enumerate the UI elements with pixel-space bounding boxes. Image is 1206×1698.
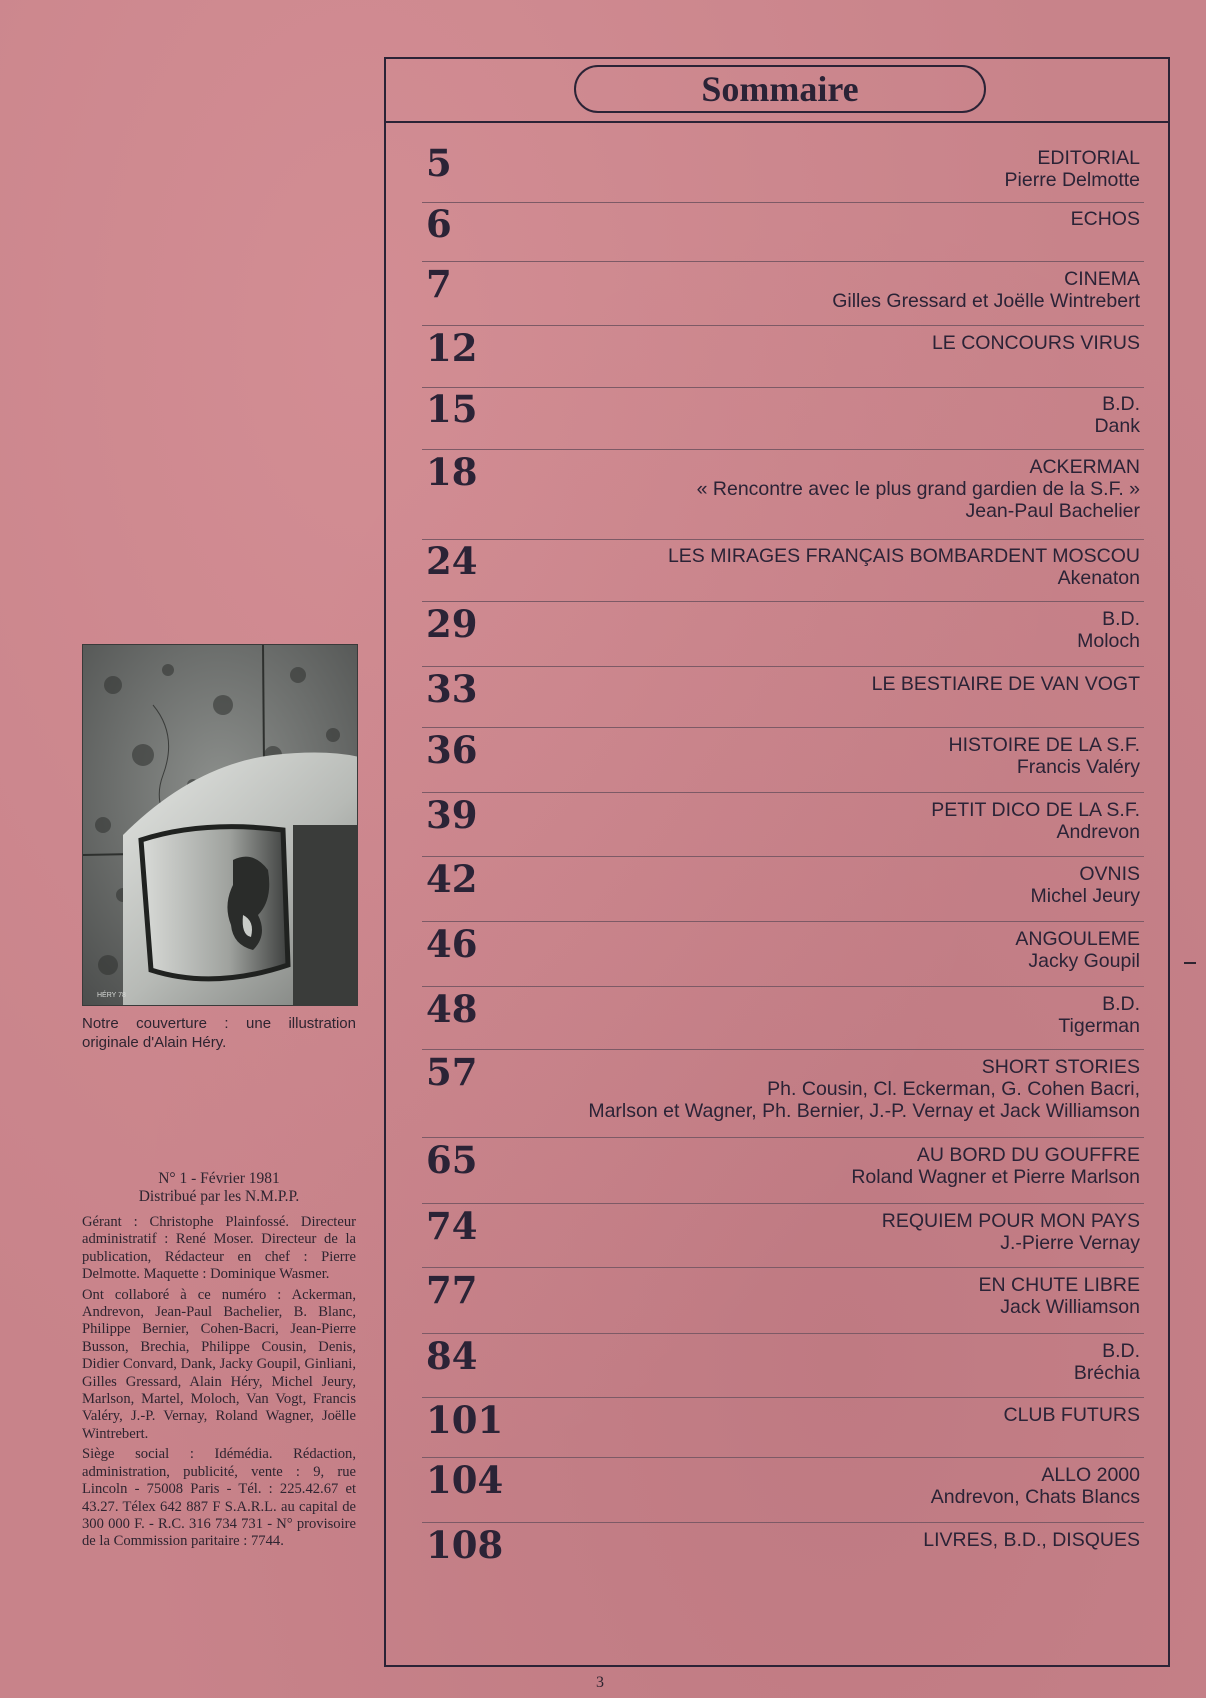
toc-entry xyxy=(422,204,1144,262)
toc-entry-text xyxy=(1003,1404,1140,1426)
cover-illustration xyxy=(82,644,358,1006)
toc-page-number: 24 xyxy=(426,539,478,583)
toc-entry-title: ECHOS xyxy=(1070,208,1140,230)
toc-entry xyxy=(422,669,1144,728)
toc-entry-title: B.D. xyxy=(1102,608,1140,630)
toc-page-number: 65 xyxy=(426,1138,478,1182)
toc-entry-subtitle: Akenaton xyxy=(1057,567,1140,589)
toc-entry-title: ACKERMAN xyxy=(1029,456,1140,478)
toc-entry-text xyxy=(697,456,1140,522)
toc-entry xyxy=(422,1052,1144,1138)
toc-entry xyxy=(422,389,1144,450)
toc-entry-title: B.D. xyxy=(1102,393,1140,415)
toc-page-number: 104 xyxy=(426,1458,504,1502)
toc-page-number: 77 xyxy=(426,1268,478,1312)
toc-entry-subtitle: Gilles Gressard et Joëlle Wintrebert xyxy=(832,290,1140,312)
toc-entry-subtitle: Jacky Goupil xyxy=(1028,950,1140,972)
toc-page-number: 15 xyxy=(426,387,478,431)
toc-entry xyxy=(422,730,1144,793)
toc-entry-subtitle: Andrevon xyxy=(1056,821,1140,843)
toc-entry xyxy=(422,1525,1144,1585)
toc-entry-title: SHORT STORIES xyxy=(981,1056,1140,1078)
toc-page-number: 42 xyxy=(426,857,478,901)
toc-entry-subtitle: Ph. Cousin, Cl. Eckerman, G. Cohen Bacri, xyxy=(767,1078,1140,1100)
toc-entry xyxy=(422,1336,1144,1398)
toc-page-number: 29 xyxy=(426,602,478,646)
toc-entry-text xyxy=(1094,393,1140,437)
staff-credits: Gérant : Christophe Plainfossé. Directeur administratif : René Moser. Directeur de la publication, Rédacteur en chef : Pierre Delmotte. Maquette : Dominique Wasmer. xyxy=(82,1214,356,1283)
toc-header xyxy=(386,59,1168,123)
credits-block xyxy=(82,1214,356,1554)
toc-entry-subtitle: Jack Williamson xyxy=(1000,1296,1140,1318)
toc-entry-subtitle: Jean-Paul Bachelier xyxy=(965,500,1140,522)
issue-distribution: Distribué par les N.M.P.P. xyxy=(138,1188,300,1205)
toc-page-number: 5 xyxy=(426,141,452,185)
toc-page-number: 36 xyxy=(426,728,478,772)
toc-entry-text xyxy=(979,1274,1140,1318)
cover-caption: Notre couverture : une illustration originale d'Alain Héry. xyxy=(82,1015,356,1051)
toc-entry-subtitle: Dank xyxy=(1094,415,1140,437)
page-folio: 3 xyxy=(596,1674,604,1691)
toc-entry xyxy=(422,1270,1144,1334)
toc-entry-title: EN CHUTE LIBRE xyxy=(978,1274,1140,1296)
toc-entry-text xyxy=(1071,208,1140,230)
table-of-contents xyxy=(384,57,1170,1667)
toc-entry-subtitle: Pierre Delmotte xyxy=(1004,169,1140,191)
toc-entry-subtitle: Francis Valéry xyxy=(1016,756,1140,778)
toc-entry-title: B.D. xyxy=(1102,993,1140,1015)
contributors-credits: Ont collaboré à ce numéro : Ackerman, Andrevon, Jean-Paul Bachelier, B. Blanc, Philippe Bernier, Cohen-Bacri, Jean-Pierre Busson, Brechia, Philippe Cousin, Denis, Didier Convard, Dank, Jacky Goupil, Ginliani, Gilles Gressard, Alain Héry, Michel Jeury, Marlson, Martel, Moloch, Van Vogt, Francis Valéry, J.-P. Vernay, Roland Wagner, Joëlle Wintrebert. xyxy=(82,1286,356,1442)
toc-page-number: 7 xyxy=(426,262,452,306)
toc-entry-subtitle: Roland Wagner et Pierre Marlson xyxy=(851,1166,1140,1188)
toc-entry-text xyxy=(668,545,1140,589)
toc-entry-title: LE BESTIAIRE DE VAN VOGT xyxy=(871,673,1140,695)
toc-page-number: 33 xyxy=(426,667,478,711)
toc-entry xyxy=(422,1140,1144,1204)
toc-entry xyxy=(422,795,1144,857)
toc-entry-subtitle: Tigerman xyxy=(1058,1015,1140,1037)
toc-entry xyxy=(422,328,1144,388)
toc-page-number: 46 xyxy=(426,922,478,966)
toc-page-number: 39 xyxy=(426,793,478,837)
toc-entry-subtitle: Michel Jeury xyxy=(1030,885,1140,907)
toc-page-number: 6 xyxy=(426,202,452,246)
toc-entry xyxy=(422,1400,1144,1458)
toc-entry-title: LES MIRAGES FRANÇAIS BOMBARDENT MOSCOU xyxy=(667,545,1140,567)
toc-entry xyxy=(422,452,1144,540)
toc-entry-title: PETIT DICO DE LA S.F. xyxy=(931,799,1140,821)
toc-entry xyxy=(422,989,1144,1050)
toc-entry-title: REQUIEM POUR MON PAYS xyxy=(881,1210,1140,1232)
toc-entry-text xyxy=(1031,863,1140,907)
toc-entry xyxy=(422,924,1144,987)
issue-info xyxy=(82,1170,356,1206)
toc-entry-title: AU BORD DU GOUFFRE xyxy=(916,1144,1140,1166)
toc-page-number: 18 xyxy=(426,450,478,494)
toc-entry-subtitle: Bréchia xyxy=(1073,1362,1140,1384)
toc-entry-title: LE CONCOURS VIRUS xyxy=(931,332,1140,354)
toc-entry-title: HISTOIRE DE LA S.F. xyxy=(948,734,1140,756)
legal-info: Siège social : Idémédia. Rédaction, administration, publicité, vente : 9, rue Lincoln - 75008 Paris - Tél. : 225.42.67 et 43.27. Télex 642 887 F S.A.R.L. au capital de 300 000 F. - R.C. 316 734 731 - N° provisoire de la Commission paritaire : 7744. xyxy=(82,1446,356,1550)
toc-entry-subtitle: Moloch xyxy=(1077,630,1140,652)
toc-entry-title: CINEMA xyxy=(1064,268,1140,290)
signature-text: HÉRY 78 xyxy=(97,992,126,999)
toc-entry-text xyxy=(832,268,1140,312)
toc-page-number: 108 xyxy=(426,1523,504,1567)
toc-entry-title: ANGOULEME xyxy=(1015,928,1140,950)
toc-entry xyxy=(422,264,1144,326)
toc-entry-text xyxy=(931,799,1140,843)
toc-page-number: 84 xyxy=(426,1334,478,1378)
astronaut-helmet-illustration xyxy=(83,645,357,1005)
toc-entry-title: CLUB FUTURS xyxy=(1003,1404,1140,1426)
toc-entry xyxy=(422,143,1144,203)
toc-page-number: 74 xyxy=(426,1204,478,1248)
edge-mark xyxy=(1184,962,1196,964)
toc-entry-text xyxy=(1074,1340,1140,1384)
toc-entry-title: B.D. xyxy=(1102,1340,1140,1362)
toc-entry-title: LIVRES, B.D., DISQUES xyxy=(923,1529,1140,1551)
toc-title: Sommaire xyxy=(574,65,986,113)
toc-entry-text xyxy=(1005,147,1140,191)
toc-entry xyxy=(422,604,1144,667)
toc-entry-text xyxy=(851,1144,1140,1188)
toc-page-number: 48 xyxy=(426,987,478,1031)
toc-entry-text xyxy=(1058,993,1140,1037)
toc-entry-subtitle: J.-Pierre Vernay xyxy=(1000,1232,1140,1254)
toc-entry-text xyxy=(931,1464,1140,1508)
toc-entry-title: EDITORIAL xyxy=(1037,147,1140,169)
toc-entry-subtitle: « Rencontre avec le plus grand gardien de la S.F. » xyxy=(696,478,1140,500)
toc-entry-subtitle: Andrevon, Chats Blancs xyxy=(930,1486,1140,1508)
toc-entry-text xyxy=(1015,928,1140,972)
toc-entry-text xyxy=(882,1210,1140,1254)
toc-entry-text xyxy=(872,673,1140,695)
toc-entry xyxy=(422,541,1144,602)
toc-entry-text xyxy=(932,332,1140,354)
toc-entry-text xyxy=(923,1529,1140,1551)
toc-entry-title: OVNIS xyxy=(1079,863,1140,885)
issue-number: N° 1 - Février 1981 xyxy=(158,1170,280,1187)
toc-page-number: 101 xyxy=(426,1398,504,1442)
toc-entry-text xyxy=(588,1056,1140,1122)
toc-entry xyxy=(422,1206,1144,1268)
toc-entry xyxy=(422,1460,1144,1523)
toc-entry-text xyxy=(1077,608,1140,652)
toc-entry-title: ALLO 2000 xyxy=(1041,1464,1140,1486)
toc-page-number: 12 xyxy=(426,326,478,370)
toc-entry-text xyxy=(949,734,1140,778)
toc-entry xyxy=(422,859,1144,922)
toc-page-number: 57 xyxy=(426,1050,478,1094)
toc-entry-subtitle: Marlson et Wagner, Ph. Bernier, J.-P. Vernay et Jack Williamson xyxy=(588,1100,1140,1122)
